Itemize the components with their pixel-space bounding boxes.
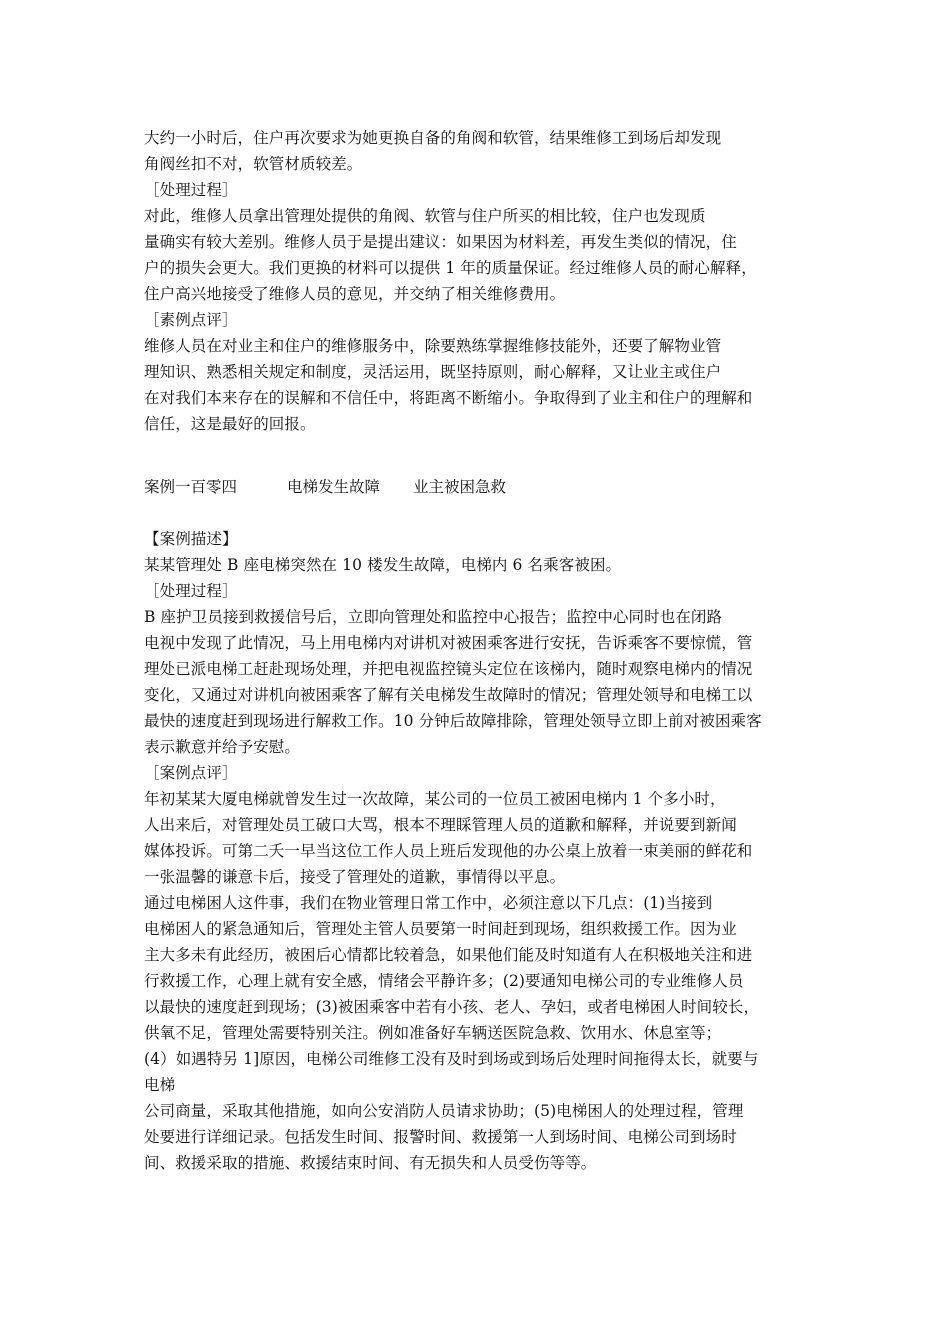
paragraph-line: 维修人员在对业主和住户的维修服务中，除要熟练掌握维修技能外，还要了解物业管 [144,337,722,355]
case-number: 案例一百零四 [144,478,238,496]
paragraph-line: 主大多未有此经历，被困后心情都比较着急，如果他们能及时知道有人在积极地关注和进 [144,946,753,964]
paragraph-line: 信任，这是最好的回报。 [144,415,316,433]
paragraph-line: 最快的速度赶到现场进行解救工作。10 分钟后故障排除，管理处领导立即上前对被困乘客 [144,712,762,730]
paragraph-line: 理处已派电梯工赶赴现场处理，并把电视监控镜头定位在该梯内，随时观察电梯内的情况 [144,660,753,678]
paragraph-line: 住户高兴地接受了维修人员的意见，并交纳了相关维修费用。 [144,285,566,303]
paragraph-line: 某某管理处 B 座电梯突然在 10 楼发生故障，电梯内 6 名乘客被困。 [144,556,622,574]
paragraph-line: 通过电梯困人这件事，我们在物业管理日常工作中，必须注意以下几点：(1)当接到 [144,894,713,912]
paragraph-line: 大约一小时后，住户再次要求为她更换自备的角阀和软管，结果维修工到场后却发现 [144,129,722,147]
paragraph-line: 以最快的速度赶到现场；(3)被困乘客中若有小孩、老人、孕妇，或者电梯困人时间较长， [144,998,760,1016]
case-title-part2: 业主被困急救 [413,478,507,496]
paragraph-line: 间、救援采取的措施、救援结束时间、有无损失和人员受伤等等。 [144,1154,597,1172]
paragraph-line: 媒体投诉。可第二夭一早当这位工作人员上班后发现他的办公桌上放着一束美丽的鲜花和 [144,842,753,860]
paragraph-line: 对此，维修人员拿出管理处提供的角阀、软管与住户所买的相比较，住户也发现质 [144,207,706,225]
paragraph-line: 年初某某大厦电梯就曾发生过一次故障，某公司的一位员工被困电梯内 1 个多小时， [144,790,726,808]
paragraph-line: 角阀丝扣不对，软管材质较差。 [144,155,363,173]
paragraph-line: B 座护卫员接到救援信号后，立即向管理处和监控中心报告；监控中心同时也在闭路 [144,608,723,626]
paragraph-line: 电梯困人的紧急通知后，管理处主管人员要第一时间赶到现场，组织救援工作。因为业 [144,920,737,938]
paragraph-line: 量确实有较大差别。维修人员于是提出建议：如果因为材料差，再发生类似的情况，住 [144,233,737,251]
section-heading: ［处理过程］ [144,181,238,199]
paragraph-line: 处要进行详细记录。包括发生时间、报警时间、救援第一人到场时间、电梯公司到场时 [144,1128,737,1146]
paragraph-line: 户的损失会更大。我们更换的材料可以提供 1 年的质量保证。经过维修人员的耐心解释， [144,259,757,277]
section-heading: 【案例描述】 [144,530,238,548]
paragraph-line: 公司商量，采取其他措施，如向公安消防人员请求协助；(5)电梯困人的处理过程，管理 [144,1102,744,1120]
section-heading: ［处理过程］ [144,582,238,600]
paragraph-line: 理知识、熟悉相关规定和制度，灵活运用，既坚持原则，耐心解释，又让业主或住户 [144,363,722,381]
section-heading: ［素例点评］ [144,311,238,329]
paragraph-line: 一张温馨的谦意卡后，接受了管理处的道歉，事情得以平息。 [144,868,566,886]
section-heading: ［案例点评］ [144,764,238,782]
paragraph-line: 供氧不足，管理处需要特别关注。例如准备好车辆送医院急救、饮用水、休息室等； [144,1024,722,1042]
paragraph-line: 变化，又通过对讲机向被困乘客了解有关电梯发生故障时的情况；管理处领导和电梯工以 [144,686,753,704]
paragraph-line: 电梯 [144,1076,176,1094]
paragraph-line: 表示歉意并给予安慰。 [144,738,301,756]
case-title-part1: 电梯发生故障 [287,478,381,496]
paragraph-line: 在对我们本来存在的误解和不信任中，将距离不断缩小。争取得到了业主和住户的理解和 [144,389,753,407]
paragraph-line: 人出来后，对管理处员工破口大骂，根本不理睬管理人员的道歉和解释，并说要到新闻 [144,816,737,834]
paragraph-line: (4）如遇特另 1]原因，电梯公司维修工没有及时到场或到场后处理时间拖得太长，就要与 [144,1050,759,1068]
paragraph-line: 行救援工作，心理上就有安全感，情绪会平静许多；(2)要通知电梯公司的专业维修人员 [144,972,744,990]
paragraph-line: 电视中发现了此情况，马上用电梯内对讲机对被困乘客进行安抚，告诉乘客不要惊慌，管 [144,634,753,652]
